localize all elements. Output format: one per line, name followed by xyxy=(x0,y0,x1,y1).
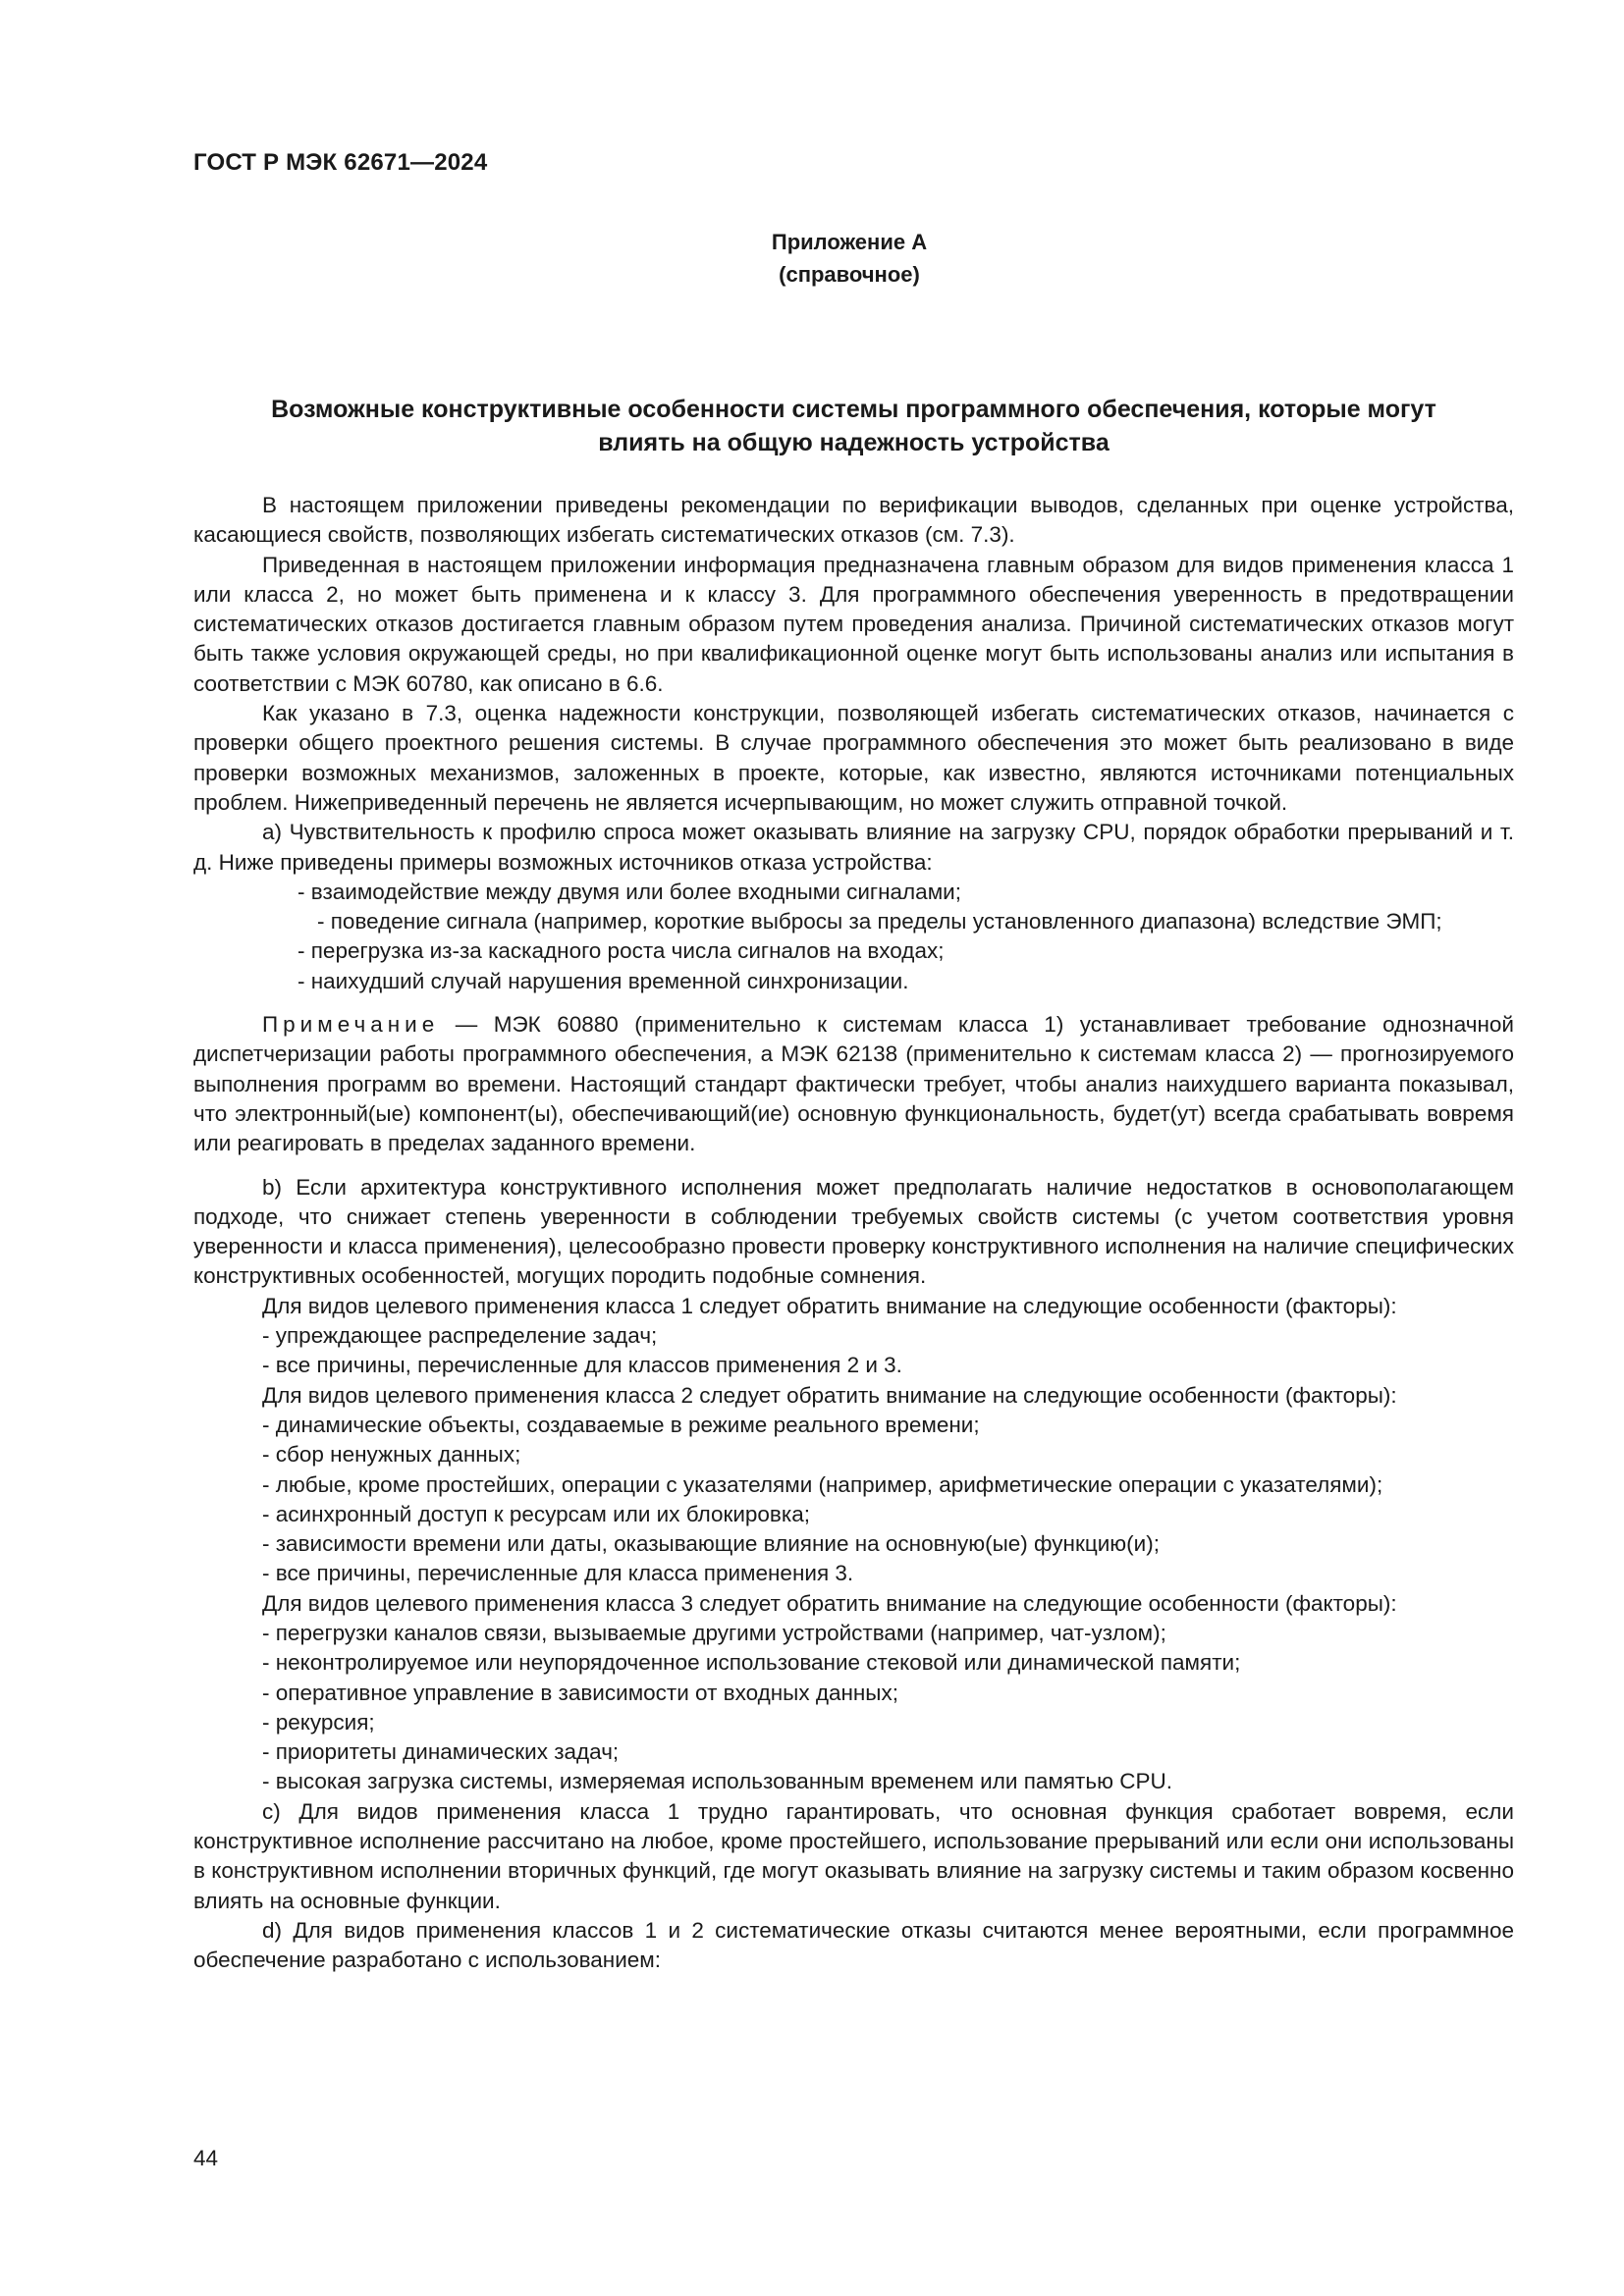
appendix-kind: (справочное) xyxy=(779,262,920,287)
document-code: ГОСТ Р МЭК 62671—2024 xyxy=(193,149,488,176)
note xyxy=(193,1010,1514,1158)
list-item: - высокая загрузка системы, измеряемая использованным временем или памятью CPU. xyxy=(262,1769,1172,1794)
list-item: - перегрузки каналов связи, вызываемые другими устройствами (например, чат-узлом); xyxy=(262,1620,1166,1645)
paragraph-intro: В настоящем приложении приведены рекомендации по верификации выводов, сделанных при оценке устройства, касающиеся свойств, позволяющих избегать систематических отказов (см. 7.3). xyxy=(193,493,1514,548)
class3-intro: Для видов целевого применения класса 3 следует обратить внимание на следующие особенности (факторы): xyxy=(262,1590,1397,1616)
note-label: Примечание xyxy=(262,1012,440,1038)
appendix-heading xyxy=(0,226,1624,291)
list-item: - оперативное управление в зависимости от входных данных; xyxy=(262,1680,898,1705)
list-item: - поведение сигнала (например, короткие выбросы за пределы установленного диапазона) вследствие ЭМП; xyxy=(317,909,1442,934)
list-item: - все причины, перечисленные для класса применения 3. xyxy=(262,1561,854,1586)
list-item: - любые, кроме простейших, операции с указателями (например, арифметические операции с указателями); xyxy=(262,1471,1383,1497)
list-item: - приоритеты динамических задач; xyxy=(262,1739,620,1765)
item-c: с) Для видов применения класса 1 трудно гарантировать, что основная функция сработает вовремя, если конструктивное исполнение рассчитано на любое, кроме простейшего, использование прерываний или если они использованы в конструктивном исполнении вторичных функций, где могут оказывать влияние на загрузку системы и таким образом косвенно влиять на основные функции. xyxy=(193,1798,1514,1913)
item-b: b) Если архитектура конструктивного исполнения может предполагать наличие недостатков в основополагающем подходе, что снижает степень уверенности в соблюдении требуемых свойств системы (с учетом соответствия уровня уверенности и класса применения), целесообразно провести проверку конструктивного исполнения на наличие специфических конструктивных особенностей, могущих породить подобные сомнения. xyxy=(193,1174,1514,1289)
page-number: 44 xyxy=(193,2146,219,2170)
class1-intro: Для видов целевого применения класса 1 следует обратить внимание на следующие особенности (факторы): xyxy=(262,1293,1397,1318)
list-item: - рекурсия; xyxy=(262,1709,375,1735)
appendix-label: Приложение А xyxy=(771,230,928,254)
paragraph-scope: Приведенная в настоящем приложении информация предназначена главным образом для видов применения класса 1 или класса 2, но может быть применена и к классу 3. Для программного обеспечения уверенность в предотвращении систематических отказов достигается главным образом путем проведения анализа. Причиной систематических отказов могут быть также условия окружающей среды, но при квалификационной оценке могут быть использованы анализ или испытания в соответствии с МЭК 60780, как описано в 6.6. xyxy=(193,552,1514,696)
item-d: d) Для видов применения классов 1 и 2 систематические отказы считаются менее вероятными, если программное обеспечение разработано с использованием: xyxy=(193,1917,1514,1973)
list-item: - упреждающее распределение задач; xyxy=(262,1323,658,1349)
list-item: - динамические объекты, создаваемые в режиме реального времени; xyxy=(262,1412,980,1437)
item-a: а) Чувствительность к профилю спроса может оказывать влияние на загрузку CPU, порядок обработки прерываний и т. д. Ниже приведены примеры возможных источников отказа устройства: xyxy=(193,820,1514,875)
note-text: — МЭК 60880 (применительно к системам класса 1) устанавливает требование однозначной диспетчеризации работы программного обеспечения, а МЭК 62138 (применительно к системам класса 2) — прогнозируемого выполнения программ во времени. Настоящий стандарт фактически требует, чтобы анализ наихудшего варианта показывал, что электронный(ые) компонент(ы), обеспечивающий(ие) основную функциональность, будет(ут) всегда срабатывать вовремя или реагировать в пределах заданного времени. xyxy=(193,1012,1514,1156)
list-item: - перегрузка из-за каскадного роста числа сигналов на входах; xyxy=(298,938,945,964)
list-item: - асинхронный доступ к ресурсам или их блокировка; xyxy=(262,1501,810,1526)
list-item: - все причины, перечисленные для классов применения 2 и 3. xyxy=(262,1353,902,1378)
paragraph-design: Как указано в 7.3, оценка надежности конструкции, позволяющей избегать систематических отказов, начинается с проверки общего проектного решения системы. В случае программного обеспечения это может быть реализовано в виде проверки возможных механизмов, заложенных в проекте, которые, как известно, являются источниками потенциальных проблем. Нижеприведенный перечень не является исчерпывающим, но может служить отправной точкой. xyxy=(193,701,1514,815)
appendix-title-line-1: Возможные конструктивные особенности системы программного обеспечения, которые могут xyxy=(271,396,1436,423)
list-item: - сбор ненужных данных; xyxy=(262,1442,521,1468)
appendix-title-line-2: влиять на общую надежность устройства xyxy=(598,429,1110,456)
document-body xyxy=(193,491,1514,1976)
list-item: - неконтролируемое или неупорядоченное использование стековой или динамической памяти; xyxy=(262,1650,1241,1676)
appendix-title xyxy=(193,393,1514,459)
list-item: - взаимодействие между двумя или более входными сигналами; xyxy=(298,879,961,904)
class2-intro: Для видов целевого применения класса 2 следует обратить внимание на следующие особенности (факторы): xyxy=(262,1382,1397,1408)
list-item: - наихудший случай нарушения временной синхронизации. xyxy=(298,968,909,993)
list-item: - зависимости времени или даты, оказывающие влияние на основную(ые) функцию(и); xyxy=(262,1531,1160,1557)
